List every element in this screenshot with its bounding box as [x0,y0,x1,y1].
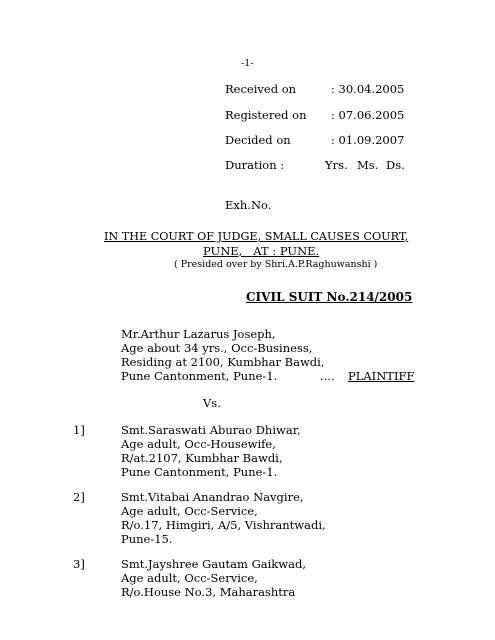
exhibit-number: Exh.No. [225,198,272,212]
received-label: Received on [225,82,297,96]
plaintiff-line: Age about 34 yrs., Occ-Business, [121,341,313,355]
defendant-line: R/o.17, Himgiri, A/5, Vishrantwadi, [121,518,326,532]
court-title-line1: IN THE COURT OF JUDGE, SMALL CAUSES COURT, [104,230,409,243]
defendant-line: Age adult, Occ-Service, [121,571,258,585]
plaintiff-line: Pune Cantonment, Pune-1. [121,369,278,383]
defendant-number: 3] [73,557,85,571]
plaintiff-line: Mr.Arthur Lazarus Joseph, [121,327,276,341]
decided-value: : 01.09.2007 [331,133,405,147]
versus: Vs. [203,396,221,410]
defendant-line: Pune-15. [121,532,173,546]
defendant-line: Pune Cantonment, Pune-1. [121,465,278,479]
page-number: -1- [241,58,254,69]
defendant-number: 2] [73,490,85,504]
defendant-number: 1] [73,423,85,437]
plaintiff-role: PLAINTIFF [348,369,415,383]
defendant-line: Smt.Vitabai Anandrao Navgire, [121,490,304,504]
defendant-line: R/o.House No.3, Maharashtra [121,585,296,599]
plaintiff-dots: .... [320,369,335,383]
defendant-line: Age adult, Occ-Service, [121,504,258,518]
presided-note: ( Presided over by Shri.A.P.Raghuwanshi ) [174,259,378,270]
duration-label: Duration : [225,158,285,172]
duration-months: Ms. [357,158,379,172]
defendant-line: Smt.Saraswati Aburao Dhiwar, [121,423,301,437]
received-value: : 30.04.2005 [331,82,405,96]
decided-label: Decided on [225,133,291,147]
defendant-line: R/at.2107, Kumbhar Bawdi, [121,451,283,465]
registered-value: : 07.06.2005 [331,108,405,122]
court-title-line2: PUNE, AT : PUNE. [203,244,320,258]
plaintiff-line: Residing at 2100, Kumbhar Bawdi, [121,355,325,369]
defendant-line: Smt.Jayshree Gautam Gaikwad, [121,557,306,571]
suit-title: CIVIL SUIT No.214/2005 [246,290,413,304]
duration-years: Yrs. [325,158,348,172]
defendant-line: Age adult, Occ-Housewife, [121,437,276,451]
registered-label: Registered on [225,108,307,122]
duration-days: Ds. [386,158,405,172]
